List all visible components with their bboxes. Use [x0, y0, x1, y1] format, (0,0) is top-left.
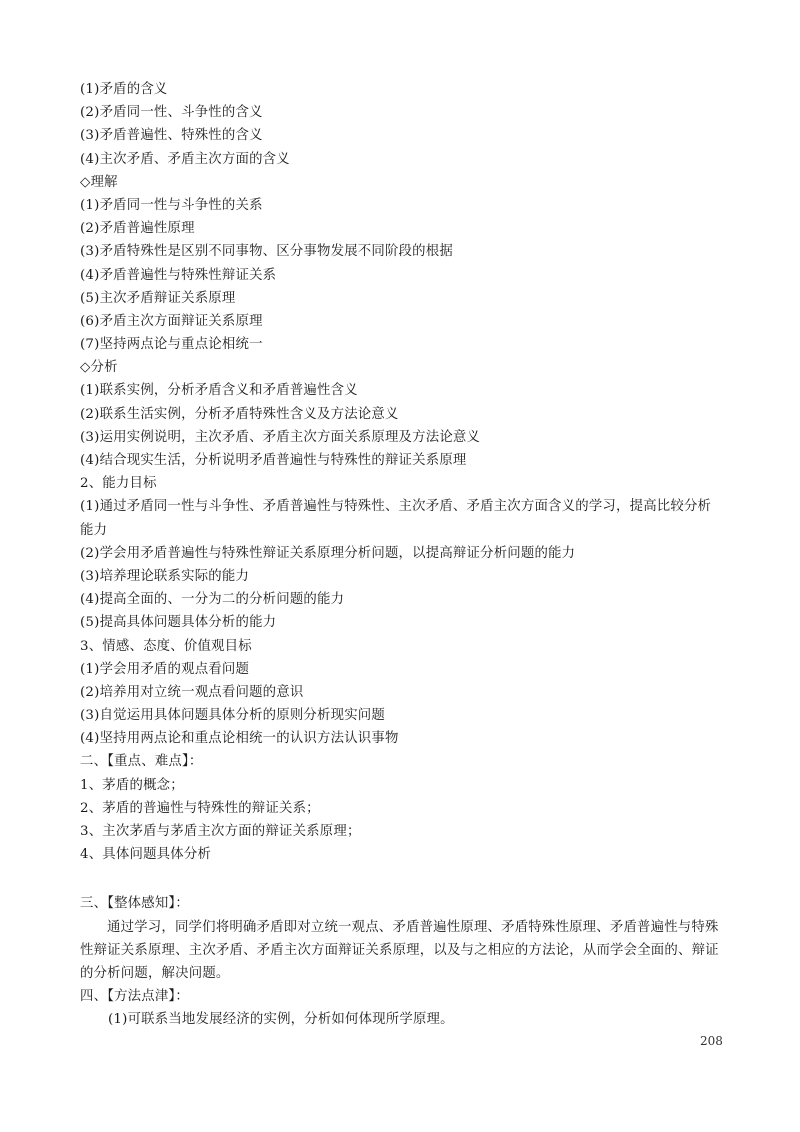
- section-heading: ◇分析: [80, 360, 118, 376]
- section-heading: 三、【整体感知】：: [80, 896, 189, 912]
- text-line: (1)学会用矛盾的观点看问题: [80, 661, 250, 677]
- section-heading: 3、情感、态度、价值观目标: [80, 638, 252, 654]
- text-line: 1、茅盾的概念；: [80, 777, 184, 793]
- section-heading: ◇理解: [80, 174, 118, 190]
- page-number: 208: [700, 1034, 723, 1048]
- text-line: (6)矛盾主次方面辩证关系原理: [80, 313, 263, 329]
- section-heading: 四、【方法点津】：: [80, 989, 189, 1005]
- text-paragraph: (1)通过矛盾同一性与斗争性、矛盾普遍性与特殊性、主次矛盾、矛盾主次方面含义的学习，提高比较分析能力: [80, 499, 712, 538]
- spacer: [80, 866, 722, 892]
- text-line: (1)矛盾同一性与斗争性的关系: [80, 197, 263, 213]
- text-line: (4)提高全面的、一分为二的分析问题的能力: [80, 592, 345, 608]
- text-line: (4)矛盾普遍性与特殊性辩证关系: [80, 267, 277, 283]
- text-line: (3)自觉运用具体问题具体分析的原则分析现实问题: [80, 708, 385, 724]
- text-line: (4)结合现实生活，分析说明矛盾普遍性与特殊性的辩证关系原理: [80, 453, 467, 468]
- text-line: 2、茅盾的普遍性与特殊性的辩证关系；: [80, 800, 320, 816]
- body-paragraph: 通过学习，同学们将明确矛盾即对立统一观点、矛盾普遍性原理、矛盾特殊性原理、矛盾普遍性与特殊性辩证关系原理、主次矛盾、矛盾主次方面辩证关系原理，以及与之相应的方法论，从而学会全面的、辩证的分析问题，解决问题。: [80, 919, 719, 981]
- text-line: (7)坚持两点论与重点论相统一: [80, 337, 263, 353]
- text-line: (2)培养用对立统一观点看问题的意识: [80, 684, 304, 700]
- text-line: (3)矛盾特殊性是区别不同事物、区分事物发展不同阶段的根据: [80, 244, 453, 260]
- text-line: (3)矛盾普遍性、特殊性的含义: [80, 128, 263, 144]
- section-heading: 二、【重点、难点】：: [80, 754, 203, 770]
- text-line: 3、主次茅盾与茅盾主次方面的辩证关系原理；: [80, 824, 361, 840]
- text-line: (4)坚持用两点论和重点论相统一的认识方法认识事物: [80, 731, 399, 747]
- text-line: (2)矛盾同一性、斗争性的含义: [80, 105, 263, 121]
- text-line: (1)矛盾的含义: [80, 82, 168, 97]
- text-line: (4)主次矛盾、矛盾主次方面的含义: [80, 151, 290, 167]
- text-line: (5)提高具体问题具体分析的能力: [80, 615, 277, 631]
- text-line: (2)学会用矛盾普遍性与特殊性辩证关系原理分析问题，以提高辩证分析问题的能力: [80, 545, 576, 561]
- text-line: (2)联系生活实例，分析矛盾特殊性含义及方法论意义: [80, 406, 399, 422]
- text-line: 4、具体问题具体分析: [80, 847, 212, 863]
- text-line: (1)联系实例，分析矛盾含义和矛盾普遍性含义: [80, 383, 358, 399]
- text-line: (1)可联系当地发展经济的实例，分析如何体现所学原理。: [108, 1012, 454, 1028]
- section-heading: 2、能力目标: [80, 476, 157, 492]
- text-line: (5)主次矛盾辩证关系原理: [80, 290, 236, 306]
- document-body: [80, 78, 722, 1032]
- text-line: (3)运用实例说明，主次矛盾、矛盾主次方面关系原理及方法论意义: [80, 429, 481, 445]
- text-line: (3)培养理论联系实际的能力: [80, 568, 250, 584]
- text-line: (2)矛盾普遍性原理: [80, 221, 195, 237]
